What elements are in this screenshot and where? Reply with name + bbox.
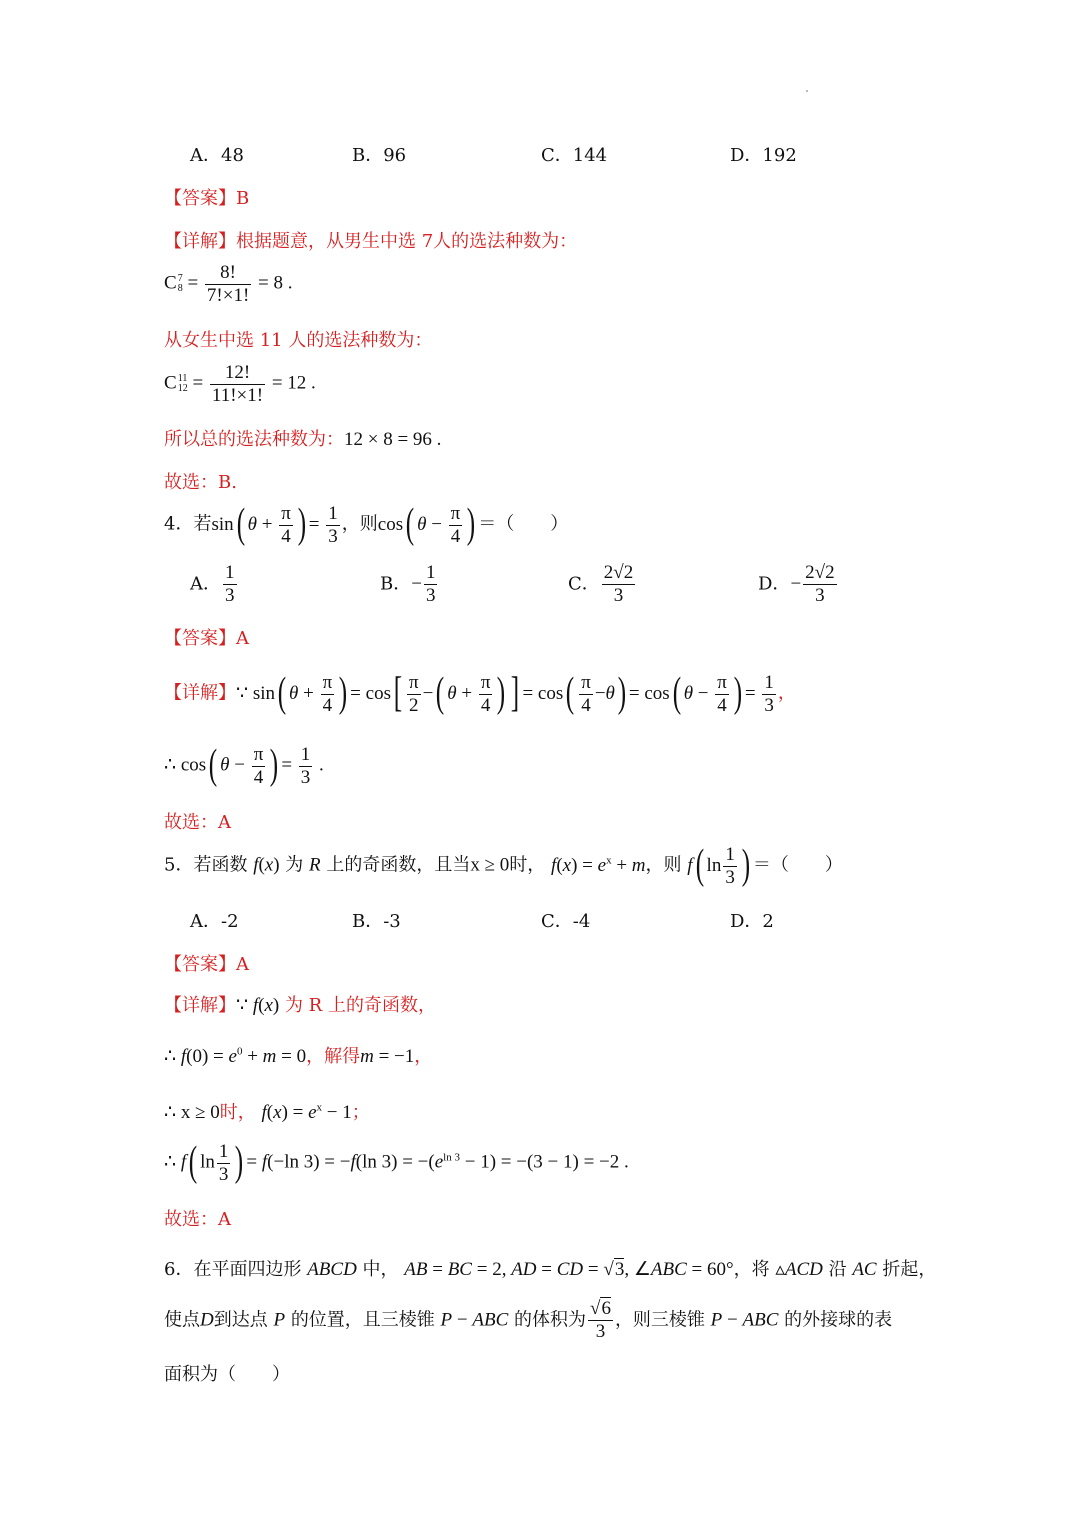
comb-n: 12 (177, 383, 188, 395)
comb-k: 7 (177, 273, 183, 285)
calc-result: = 8 . (258, 272, 293, 294)
detail-label: 【详解】 (164, 682, 236, 704)
q3-option-c: C．144 (541, 145, 608, 166)
q3-calc1: C 7 8 = $\frac{8!}{7!\times 1!}$ = 8 . (164, 262, 293, 306)
q3-total (164, 425, 441, 451)
q5-option-a: A．-2 (190, 911, 239, 932)
q6-line2: 使点D到达点 P 的位置，且三棱锥 P − ABC 的体积为 $\frac{√6}{3}$ ，则三棱锥 P − ABC 的外接球的表 (164, 1298, 893, 1342)
q3-option-a: A．48 (190, 145, 244, 166)
comb-symbol: C (164, 372, 177, 394)
q5-stem: 5．若函数 f(x) 为 R 上的奇函数，且当x ≥ 0时， $f(x) = e^x + m$，则 f( ln $\frac{1}{3}$ ) ＝（ ） (164, 842, 843, 889)
q4-option-a: A． $\frac{1}{3}$ (190, 562, 235, 606)
q4-option-b: B．− $\frac{1}{3}$ (380, 562, 436, 606)
q5-detail: 【详解】∵ f(x) 为 R 上的奇函数， (164, 995, 436, 1016)
q5-conclusion: 故选：A (164, 1209, 231, 1230)
q5-option-b: B．-3 (352, 911, 401, 932)
q4-number: 4．若 (164, 513, 212, 535)
q4-conclusion: 故选：A (164, 812, 231, 833)
comb-k: 11 (177, 373, 188, 385)
detail-text: 根据题意，从男生中选 7人的选法种数为： (236, 231, 578, 252)
q4-option-c: C． $\frac{2√2}{3}$ (568, 562, 634, 606)
q3-conclusion: 故选：B. (164, 472, 237, 493)
q4-stem: 4．若sin( θ + $\frac{\pi}{4}$ ) = $\frac{1}{3}$ ，则cos( θ − $\frac{\pi}{4}$ ) ＝（ ） (164, 501, 569, 548)
frac-num: 12! (210, 362, 265, 385)
q5-answer: 【答案】A (164, 954, 249, 975)
q4-therefore: ∴ cos( θ − $\frac{\pi}{4}$ ) = $\frac{1}{3}$ . (164, 742, 324, 789)
q3-calc2: C 11 12 = $\frac{12!}{11!\times 1!}$ = 12 . (164, 362, 316, 406)
q3-option-d: D．192 (730, 145, 797, 166)
comb-symbol: C (164, 272, 177, 294)
q5-step3: ∴ f( ln $\frac{1}{3}$ ) = f(−ln 3) = −f(ln $3) = -(e^{ln 3} - 1) = -(3 - 1) = -2$ . (164, 1139, 629, 1186)
calc-result: = 12 . (271, 372, 316, 394)
frac-den: 11!×1! (211, 384, 264, 406)
speck (806, 90, 808, 92)
q3-answer: 【答案】B (164, 188, 250, 209)
q4-tail: ＝（ ） (478, 513, 569, 535)
q5-option-d: D．2 (730, 911, 774, 932)
frac-den: 7!×1! (206, 284, 250, 306)
q5-prefix: 5．若函数 (164, 854, 248, 876)
q5-option-c: C．-4 (541, 911, 591, 932)
q3-detail (164, 227, 577, 253)
q3-text2: 从女生中选 11 人的选法种数为： (164, 330, 433, 351)
total-text: 所以总的选法种数为： (164, 429, 344, 450)
q4-detail: 【详解】∵ sin( θ + $\frac{\pi}{4}$ ) = cos[ $\frac{\pi}{2}$ −( θ + $\frac{\pi}{4}$ ) ] = cos( $\frac{\pi}{4}$ −θ) = cos( θ − $\frac{\pi}{4}$ ) = $\frac{1}{3}$ ， (164, 670, 796, 717)
q5-step1: ∴ $f(0) = e^0 + m = 0$，解得m = −1， (164, 1045, 433, 1067)
q5-step2: ∴ x ≥ 0时， $f(x) = e^x - 1$； (164, 1101, 370, 1123)
total-calc: 12 × 8 = 96 . (344, 429, 442, 450)
q4-answer: 【答案】A (164, 628, 249, 649)
q6-line3: 面积为（ ） (164, 1364, 290, 1385)
q4-then: ，则 (341, 513, 378, 535)
q6-line1: 6．在平面四边形 ABCD 中， AB = BC = 2, AD = CD = √3, ∠ABC = 60°，将 ▵ACD 沿 AC 折起， (164, 1259, 937, 1280)
frac-num: 8! (205, 262, 251, 285)
q4-option-d: D．− $\frac{2√2}{3}$ (758, 562, 835, 606)
comb-n: 8 (177, 283, 183, 295)
q3-option-b: B．96 (352, 145, 407, 166)
detail-label: 【详解】 (164, 231, 236, 252)
